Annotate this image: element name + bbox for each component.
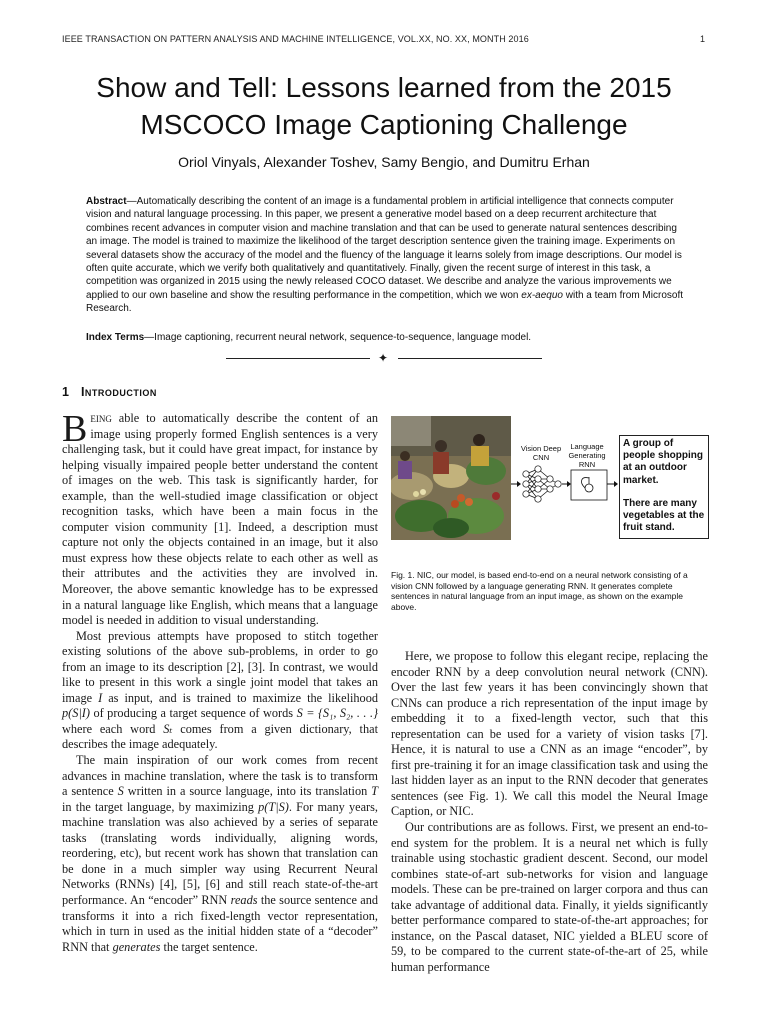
paragraph-text: written in a source language, into its translation: [123, 784, 372, 799]
intro-paragraph-5: Our contributions are as follows. First, we present an end-to-end system for the problem. It is a neural net which is fully trainable using stochastic gradient descent. Second, our model combines state-of-art sub-networks for vision and language models. These can be pre-trained on larger corpora and thus can take advantage of additional data. Finally, it yields significantly better performance compared to state-of-the-art approaches; for instance, on the Pascal dataset, NIC yielded a BLEU score of 59, to be compared to the current state-of-the-art of 25, while human performance: [391, 820, 708, 974]
abstract: [86, 195, 686, 316]
running-header: IEEE TRANSACTION ON PATTERN ANALYSIS AND MACHINE INTELLIGENCE, VOL.XX, NO. XX, MONTH 2016: [62, 34, 529, 44]
generated-caption-box: [619, 435, 709, 539]
index-terms-label: Index Terms: [86, 332, 145, 343]
intro-paragraph-3: [62, 753, 378, 955]
intro-paragraph-2: [62, 629, 378, 753]
divider-line-right: [398, 358, 542, 359]
index-terms-text: —Image captioning, recurrent neural network, sequence-to-sequence, language model.: [144, 332, 532, 343]
paragraph-text: of producing a target sequence of words: [89, 706, 297, 721]
abstract-text: —Automatically describing the content of an image is a fundamental problem in artificial intelligence that connects computer vision and natural language processing. In this paper, we present a generative model based on a deep recurrent architecture that combines recent advances in computer vision and machine translation and that can be used to generate natural sentences describing an image. The model is trained to maximize the likelihood of the target description sentence given the training image. Experiments on several datasets show the accuracy of the model and the fluency of the language it learns solely from image descriptions. Our model is often quite accurate, which we verify both qualitatively and quantitatively. Finally, given the recent surge of interest in this task, a competition was organized in 2015 using the newly released COCO dataset. We describe and analyze the various improvements we applied to our own baseline and show the resulting performance in the competition, which we won: [86, 196, 682, 301]
italic-word: generates: [112, 939, 161, 954]
drop-cap-smallcaps: eing: [90, 411, 112, 425]
math-symbol: S: [117, 784, 124, 799]
generated-sentence-2: There are many vegetables at the fruit stand.: [623, 497, 705, 534]
abstract-italic: ex-aequo: [521, 289, 563, 301]
arrow-head-icon: [567, 481, 571, 487]
math-symbol: T: [371, 784, 379, 799]
arrow-head-icon: [517, 481, 521, 487]
title-line-2: MSCOCO Image Captioning Challenge: [140, 109, 628, 140]
paragraph-text: the source sentence and transforms it into a rich fixed-length vector representation, which in turn in used as the initial hidden state of a “decoder” RNN that: [62, 892, 378, 954]
intro-paragraph-1: [62, 408, 378, 629]
math-symbol: I: [98, 690, 103, 705]
section-title: Introduction: [80, 385, 157, 399]
nic-diagram: [511, 416, 621, 540]
rnn-label: Language Generating RNN: [568, 442, 606, 469]
cnn-network-icon: [523, 466, 561, 502]
intro-paragraph-4: Here, we propose to follow this elegant recipe, replacing the encoder RNN by a deep convolution neural network (CNN). Over the last few years it has been convincingly shown that CNNs can produce a rich representation of the input image by embedding it to a fixed-length vector, such that this representation can be used for a variety of vision tasks [7]. Hence, it is natural to use a CNN as an image “encoder”, by first pre-training it for an image classification task and using the last hidden layer as an input to the RNN decoder that generates sentences (see Fig. 1). We call this model the Neural Image Caption, or NIC.: [391, 649, 708, 819]
page-number: 1: [700, 34, 706, 44]
section-heading: [62, 385, 157, 399]
paragraph-text: able to automatically describe the content of an image using properly formed English sentences is a very challenging task, but it could have great impact, for instance by helping visually impaired people better understand the content of images on the web. This task is significantly harder, for example, than the well-studied image classification or object recognition tasks, which have been a main focus in the computer vision community [1]. Indeed, a description must capture not only the objects contained in an image, but it also must express how these objects relate to each other as well as their attributes and the activities they are involved in. Moreover, the above semantic knowledge has to be expressed in a natural language like English, which means that a language model is needed in addition to visual understanding.: [62, 411, 378, 628]
author-list: Oriol Vinyals, Alexander Toshev, Samy Bengio, and Dumitru Erhan: [178, 154, 590, 170]
math-expression: p(S|I): [62, 706, 90, 721]
market-photo: [391, 416, 511, 540]
divider-line-left: [226, 358, 370, 359]
index-terms: [86, 331, 686, 344]
paragraph-text: The main inspiration of our work comes from recent advances in machine translation, where the task is to transform a sentence: [62, 753, 378, 799]
paper-title: [40, 69, 728, 143]
abstract-label: Abstract: [86, 196, 127, 207]
left-column: [62, 408, 379, 955]
generated-sentence-1: A group of people shopping at an outdoor market.: [623, 438, 703, 486]
abstract-text-end: with a team from Microsoft Research.: [86, 289, 683, 315]
figure-caption: Fig. 1. NIC, our model, is based end-to-end on a neural network consisting of a vision CNN followed by a language generating RNN. It generates complete sentences in natural language from an input image, as shown on the example above.: [391, 570, 688, 612]
paragraph-text: comes from a given dictionary, that describes the image adequately.: [62, 721, 378, 752]
paragraph-text: the target sentence.: [160, 939, 258, 954]
paragraph-text: . For many years, machine translation was also achieved by a series of separate tasks (translating words individually, aligning words, reordering, etc), but recent work has shown that translation can be done in a much simpler way using Recurrent Neural Networks (RNNs) [4], [5], [6] and still reach state-of-the-art performance. An “encoder” RNN: [62, 799, 378, 907]
drop-cap: B: [62, 408, 88, 450]
cnn-label: Vision Deep CNN: [520, 444, 562, 462]
figure-1: [391, 416, 713, 540]
paragraph-text: where each word: [62, 721, 164, 736]
divider-diamond-icon: ✦: [378, 351, 389, 365]
section-divider: [226, 351, 542, 365]
math-expression: p(T|S): [258, 799, 289, 814]
italic-word: reads: [230, 892, 258, 907]
paragraph-text: Most previous attempts have proposed to stitch together existing solutions of the above sub-problems, in order to go from an image to its description [2], [3]. In contrast, we would like to present in this work a single joint model that takes an image: [62, 628, 378, 705]
section-number: 1: [62, 385, 69, 399]
paragraph-text: in the target language, by maximizing: [62, 799, 259, 814]
market-photo-illustration: [391, 416, 511, 540]
right-column: [391, 649, 708, 975]
title-line-1: Show and Tell: Lessons learned from the 2015: [96, 72, 672, 103]
paragraph-text: as input, and is trained to maximize the likelihood: [102, 690, 378, 705]
arrow-head-icon: [614, 481, 618, 487]
math-symbol: Sₜ: [163, 721, 173, 736]
math-expression: S = {S₁, S₂, . . .}: [296, 706, 378, 721]
